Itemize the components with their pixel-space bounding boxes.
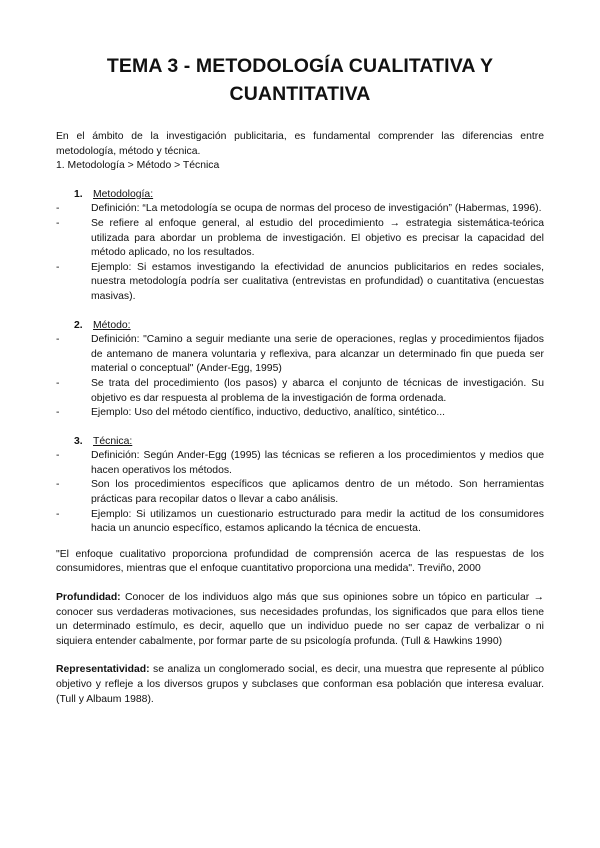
list-item [56,406,544,421]
dash-bullet: - [56,217,60,229]
section-title: Metodología: [93,188,154,200]
list-item-text: Se trata del procedimiento (los pasos) y abarca el conjunto de técnicas de investigación. Su objetivo es dar respuesta al problema de la investigación de forma ordenada. [91,377,544,404]
list-item-text: Se refiere al enfoque general, al estudio del procedimiento → estrategia sistemática-teórica utilizada para abordar un problema de investigación. El objetivo es precisar la capacidad del método aplicado, no los resultados. [91,217,544,259]
quote-paragraph: "El enfoque cualitativo proporciona profundidad de comprensión acerca de las respuestas de los consumidores, mientras que el enfoque cuantitativo proporciona una medida". Treviño, 2000 [56,548,544,575]
list-item [56,449,544,478]
list-item [56,478,544,507]
intro-sequence: 1. Metodología > Método > Técnica [56,160,220,172]
list-item-text: Definición: “La metodología se ocupa de normas del proceso de investigación” (Habermas, 1996). [91,203,542,215]
section-number: 2. [74,319,83,331]
dash-bullet: - [56,450,60,462]
section-title: Método: [93,319,131,331]
list-item [56,217,544,261]
bullet-list [56,449,544,537]
section-number: 1. [74,188,83,200]
bullet-list [56,202,544,304]
list-item [56,508,544,537]
representatividad-paragraph [56,663,544,707]
section-title: Técnica: [93,435,133,447]
profundidad-paragraph [56,591,544,649]
dash-bullet: - [56,479,60,491]
term-label: Representatividad: [56,664,150,676]
list-item-text: Ejemplo: Si estamos investigando la efectividad de anuncios publicitarios en redes sociales, nuestra metodología podría ser cualitativa (entrevistas en profundidad) o cuantitativa (encuestas masivas). [91,261,544,302]
term-label: Profundidad: [56,592,121,604]
list-item-text: Definición: Según Ander-Egg (1995) las técnicas se refieren a los procedimientos y medios que hacen operativos los métodos. [91,450,544,476]
term-definition: Conocer de los individuos algo más que sus opiniones sobre un tópico en particular → conocer sus verdaderas motivaciones, sus necesidades profundas, los significados que para ellos tiene un determinado estímulo, es decir, aquello que un individuo puede no ser capaz de verbalizar o ni siquiera entender cabalmente, por formar parte de su psicología profunda. (Tull & Hawkins 1990) [56,592,544,647]
section-tecnica [56,435,544,537]
list-item-text: Ejemplo: Uso del método científico, inductivo, deductivo, analítico, sintético... [91,407,446,419]
dash-bullet: - [56,377,60,389]
section-metodologia [56,188,544,305]
section-heading [56,319,544,334]
dash-bullet: - [56,508,60,520]
dash-bullet: - [56,261,60,273]
dash-bullet: - [56,334,60,346]
dash-bullet: - [56,407,60,419]
section-number: 3. [74,435,83,447]
list-item [56,261,544,305]
list-item-text: Definición: "Camino a seguir mediante una serie de operaciones, reglas y procedimientos fijados de antemano de manera voluntaria y reflexiva, para alcanzar un determinado fin que pueda ser material o conceptual" (Ander-Egg, 1995) [91,334,544,375]
section-heading [56,435,544,450]
section-heading [56,188,544,203]
dash-bullet: - [56,203,60,215]
list-item-text: Son los procedimientos específicos que aplicamos dentro de un método. Son herramientas prácticas para recopilar datos o llevar a cabo análisis. [91,479,544,506]
term-definition: se analiza un conglomerado social, es decir, una muestra que represente al público objetivo y refleje a los diversos grupos y subclases que conforman esa población que interesa evaluar. (Tull y Albaum 1988). [56,664,544,705]
section-metodo [56,319,544,421]
list-item [56,377,544,406]
intro-paragraph: En el ámbito de la investigación publicitaria, es fundamental comprender las diferencias entre metodología, método y técnica. [56,131,544,157]
bullet-list [56,333,544,421]
list-item-text: Ejemplo: Si utilizamos un cuestionario estructurado para medir la actitud de los consumidores hacia un anuncio específico, estamos aplicando la técnica de encuesta. [91,508,544,535]
list-item [56,333,544,377]
list-item [56,202,544,217]
page-title: TEMA 3 - METODOLOGÍA CUALITATIVA Y CUANTITATIVA [106,55,494,105]
